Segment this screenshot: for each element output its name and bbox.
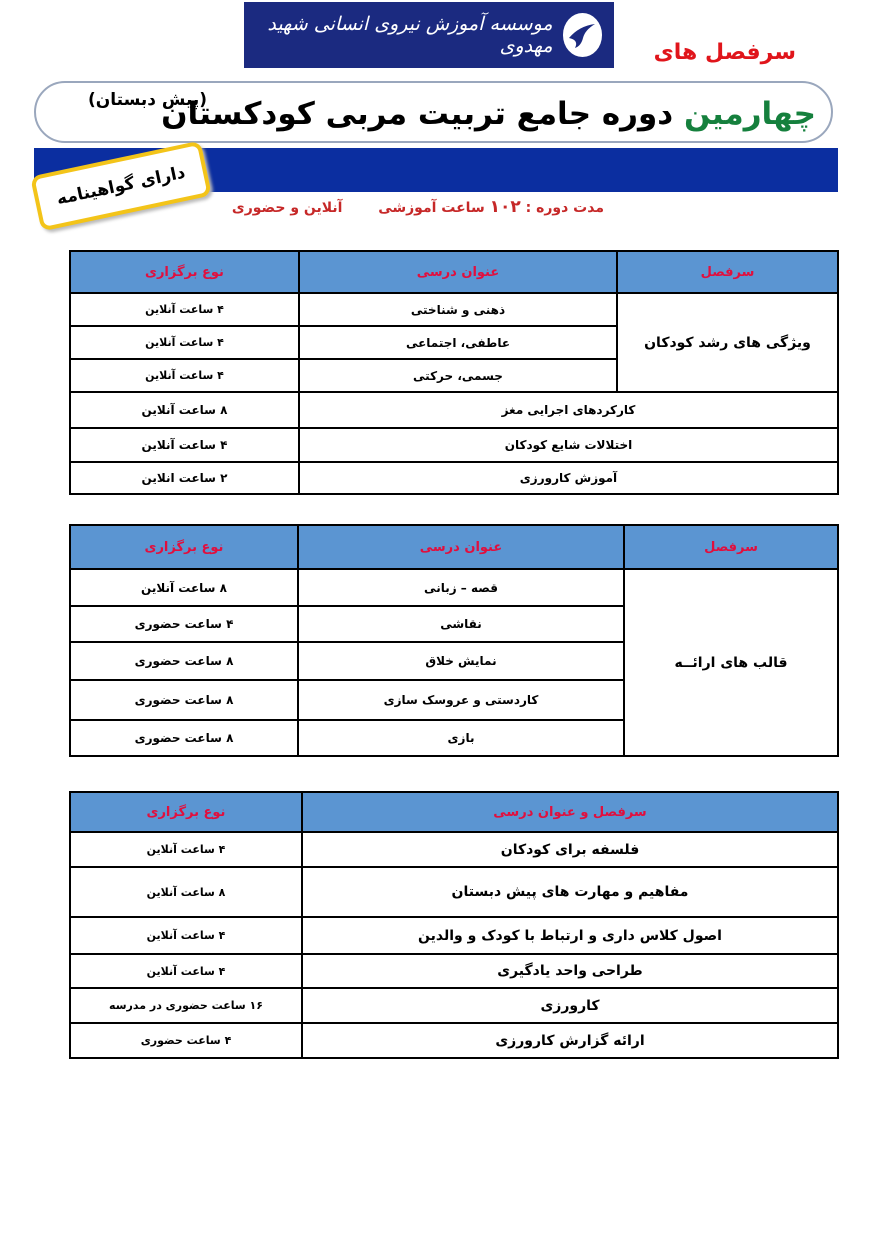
delivery-type: ۴ ساعت حضوری bbox=[70, 606, 298, 642]
page-title bbox=[161, 96, 816, 132]
table-row bbox=[70, 954, 838, 988]
course-title: نمایش خلاق bbox=[298, 642, 624, 680]
header-delivery-type: نوع برگزاری bbox=[70, 251, 299, 293]
headings-label: سرفصل های bbox=[653, 40, 796, 65]
table-row bbox=[70, 867, 838, 917]
certificate-badge-text: دارای گواهینامه bbox=[54, 162, 188, 210]
delivery-type: ۴ ساعت آنلاین bbox=[70, 832, 302, 867]
delivery-type: ۸ ساعت آنلاین bbox=[70, 867, 302, 917]
duration-mode: آنلاین و حضوری bbox=[231, 200, 343, 216]
title-subtitle: (پیش دبستان) bbox=[88, 90, 208, 110]
section-title: ویژگی های رشد کودکان bbox=[617, 293, 838, 392]
course-title: کارورزی bbox=[302, 988, 838, 1023]
table-row bbox=[70, 293, 838, 326]
table-row bbox=[70, 917, 838, 954]
course-title: طراحی واحد یادگیری bbox=[302, 954, 838, 988]
course-title: قصه – زبانی bbox=[298, 569, 624, 606]
table-row bbox=[70, 462, 838, 494]
delivery-type: ۴ ساعت آنلاین bbox=[70, 428, 299, 462]
table-row bbox=[70, 392, 838, 428]
title-ordinal: چهارمین bbox=[683, 96, 816, 132]
course-title: جسمی، حرکتی bbox=[299, 359, 617, 392]
table-row bbox=[70, 569, 838, 606]
table-header-row bbox=[70, 251, 838, 293]
delivery-type: ۸ ساعت حضوری bbox=[70, 720, 298, 756]
delivery-type: ۸ ساعت آنلاین bbox=[70, 569, 298, 606]
course-title: مفاهیم و مهارت های پیش دبستان bbox=[302, 867, 838, 917]
header-section: سرفصل bbox=[617, 251, 838, 293]
course-title: نقاشی bbox=[298, 606, 624, 642]
course-title: فلسفه برای کودکان bbox=[302, 832, 838, 867]
table-row bbox=[70, 428, 838, 462]
header-delivery-type: نوع برگزاری bbox=[70, 792, 302, 832]
course-title: بازی bbox=[298, 720, 624, 756]
course-title: ذهنی و شناختی bbox=[299, 293, 617, 326]
section-title: قالب های ارائــه bbox=[624, 569, 838, 756]
delivery-type: ۴ ساعت آنلاین bbox=[70, 359, 299, 392]
delivery-type: ۴ ساعت آنلاین bbox=[70, 326, 299, 359]
delivery-type: ۴ ساعت آنلاین bbox=[70, 954, 302, 988]
title-course: دوره جامع تربیت مربی کودکستان bbox=[161, 96, 674, 132]
duration-hours: ۱۰۲ bbox=[489, 197, 521, 217]
course-title: عاطفی، اجتماعی bbox=[299, 326, 617, 359]
header-course-title: عنوان درسی bbox=[298, 525, 624, 569]
institute-logo bbox=[244, 2, 614, 68]
header-course-title: عنوان درسی bbox=[299, 251, 617, 293]
table-row bbox=[70, 988, 838, 1023]
delivery-type: ۴ ساعت آنلاین bbox=[70, 917, 302, 954]
delivery-type: ۱۶ ساعت حضوری در مدرسه bbox=[70, 988, 302, 1023]
table-row bbox=[70, 1023, 838, 1058]
course-duration bbox=[232, 197, 604, 217]
curriculum-table-general bbox=[69, 791, 839, 1059]
table-header-row bbox=[70, 792, 838, 832]
course-title: آموزش کارورزی bbox=[299, 462, 838, 494]
header-section-course: سرفصل و عنوان درسی bbox=[302, 792, 838, 832]
course-title: اصول کلاس داری و ارتباط با کودک و والدین bbox=[302, 917, 838, 954]
bird-logo-icon bbox=[563, 13, 602, 57]
duration-unit: ساعت آموزشی bbox=[378, 200, 485, 216]
institute-name: موسسه آموزش نیروی انسانی شهید مهدوی bbox=[267, 13, 553, 57]
table-header-row bbox=[70, 525, 838, 569]
duration-label: مدت دوره : bbox=[525, 200, 604, 216]
course-title: اختلالات شایع کودکان bbox=[299, 428, 838, 462]
header-section: سرفصل bbox=[624, 525, 838, 569]
header-delivery-type: نوع برگزاری bbox=[70, 525, 298, 569]
course-title: کاردستی و عروسک سازی bbox=[298, 680, 624, 720]
course-title: کارکردهای اجرایی مغز bbox=[299, 392, 838, 428]
delivery-type: ۴ ساعت حضوری bbox=[70, 1023, 302, 1058]
delivery-type: ۸ ساعت حضوری bbox=[70, 680, 298, 720]
curriculum-table-child-development bbox=[69, 250, 839, 495]
delivery-type: ۲ ساعت انلاین bbox=[70, 462, 299, 494]
curriculum-table-presentation-formats bbox=[69, 524, 839, 757]
delivery-type: ۸ ساعت حضوری bbox=[70, 642, 298, 680]
table-row bbox=[70, 832, 838, 867]
delivery-type: ۴ ساعت آنلاین bbox=[70, 293, 299, 326]
course-title: ارائه گزارش کارورزی bbox=[302, 1023, 838, 1058]
delivery-type: ۸ ساعت آنلاین bbox=[70, 392, 299, 428]
